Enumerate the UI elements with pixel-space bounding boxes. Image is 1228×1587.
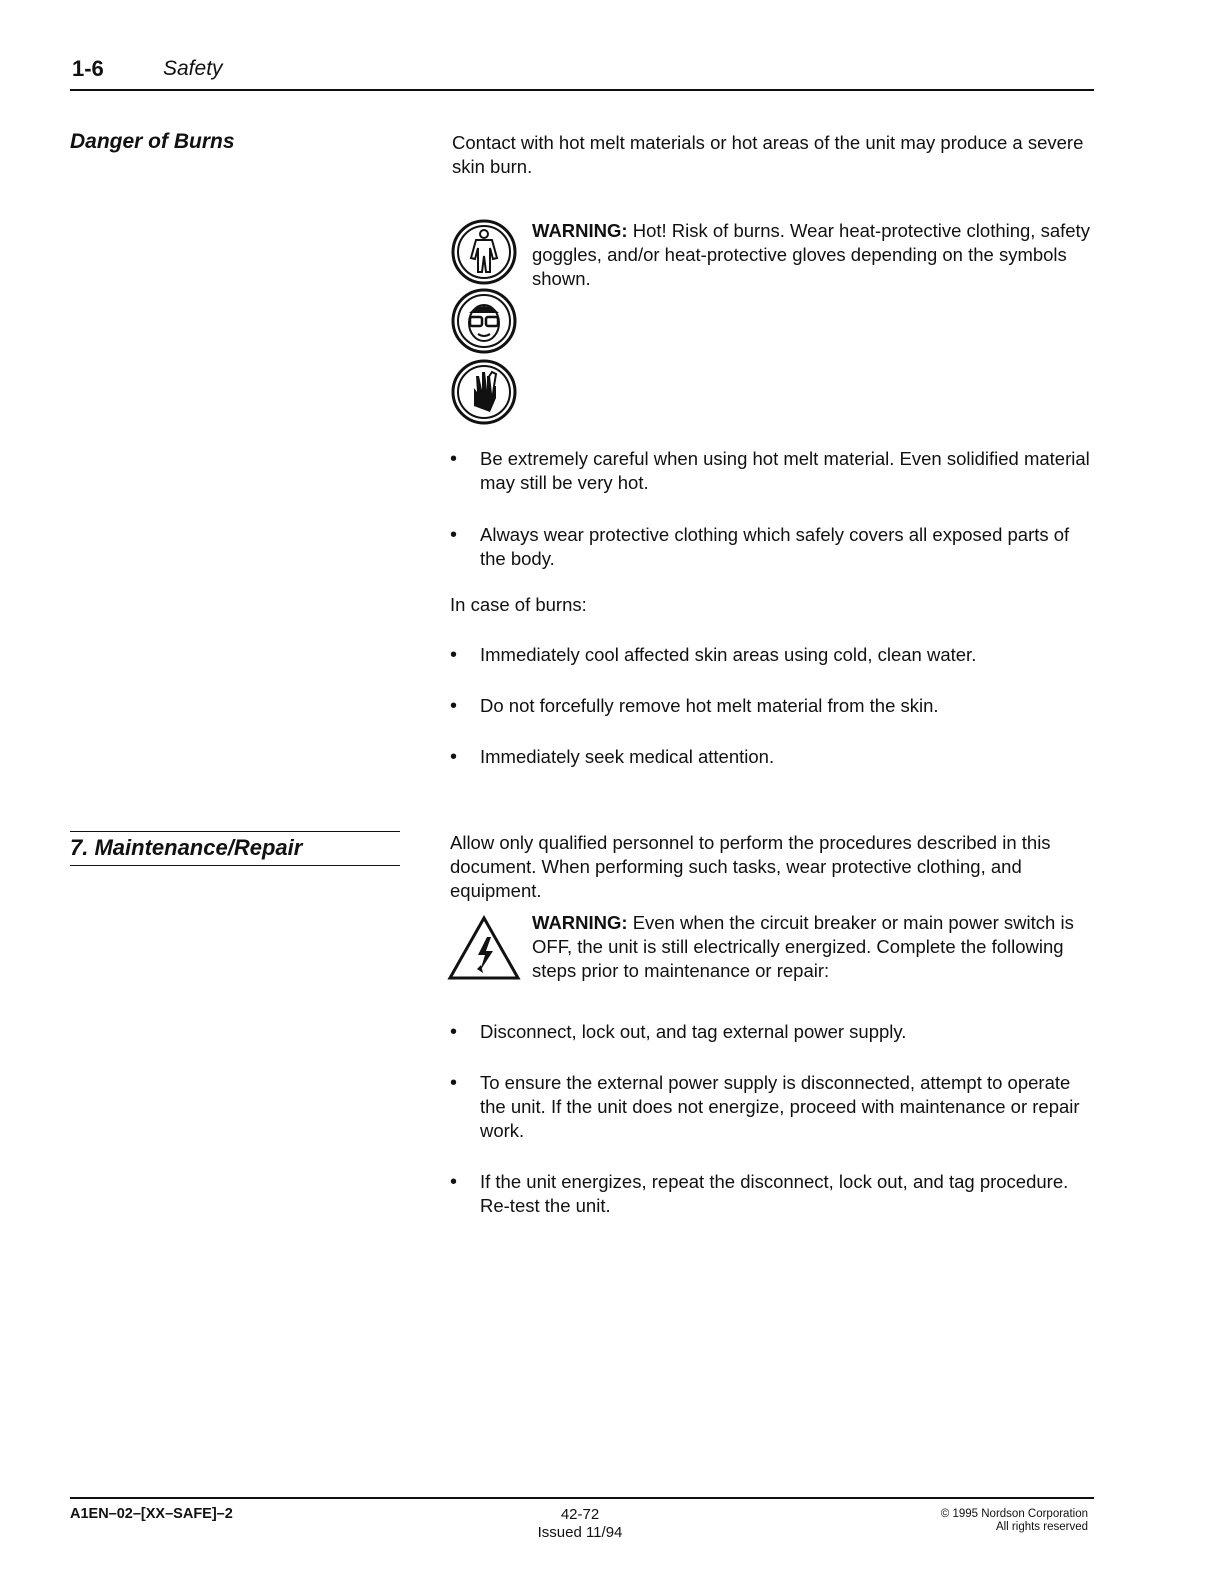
maintenance-warning (532, 911, 1094, 983)
copyright-notice (880, 1508, 1088, 1534)
in-case-of-burns-label: In case of burns: (450, 594, 587, 615)
list-item: • If the unit energizes, repeat the disconnect, lock out, and tag procedure. Re-test the unit. (450, 1170, 1095, 1218)
rights-line: All rights reserved (995, 1521, 1088, 1533)
page-number: 1-6 (72, 56, 104, 81)
burns-warning-text: Hot! Risk of burns. Wear heat-protective clothing, safety goggles, and/or heat-protective gloves depending on the symbols shown. (532, 220, 1090, 289)
warning-label: WARNING: (532, 220, 628, 241)
list-item: • Always wear protective clothing which safely covers all exposed parts of the body. (450, 523, 1095, 571)
safety-goggles-icon (450, 287, 518, 355)
protective-clothing-icon (450, 218, 518, 286)
section-title: Safety (163, 57, 223, 80)
footer-rule (70, 1497, 1094, 1499)
list-item: • Immediately seek medical attention. (450, 745, 774, 769)
danger-of-burns-heading: Danger of Burns (70, 130, 235, 153)
high-voltage-icon (447, 915, 521, 981)
maintenance-warning-text: Even when the circuit breaker or main power switch is OFF, the unit is still electrically energized. Complete the following steps prior to maintenance or repair: (532, 912, 1074, 981)
list-item: • Immediately cool affected skin areas using cold, clean water. (450, 643, 976, 667)
maintenance-intro: Allow only qualified personnel to perform the procedures described in this document. When performing such tasks, wear protective clothing, and equipment. (450, 832, 1051, 901)
list-item: • To ensure the external power supply is disconnected, attempt to operate the unit. If the unit does not energize, proceed with maintenance or repair work. (450, 1071, 1095, 1143)
part-number: 42-72 (560, 1506, 600, 1523)
list-item: • Do not forcefully remove hot melt material from the skin. (450, 694, 939, 718)
header-rule (70, 89, 1094, 91)
document-code: A1EN–02–[XX–SAFE]–2 (70, 1506, 233, 1522)
burns-warning (532, 219, 1094, 291)
part-info (500, 1506, 660, 1542)
protective-gloves-icon (450, 358, 518, 426)
list-item: • Be extremely careful when using hot melt material. Even solidified material may still be very hot. (450, 447, 1095, 495)
maintenance-repair-heading: 7. Maintenance/Repair (70, 831, 400, 866)
issue-date: Issued 11/94 (537, 1524, 623, 1541)
warning-label: WARNING: (532, 912, 628, 933)
copyright-line: © 1995 Nordson Corporation (940, 1508, 1088, 1520)
burns-intro: Contact with hot melt materials or hot areas of the unit may produce a severe skin burn. (452, 132, 1084, 177)
list-item: • Disconnect, lock out, and tag external power supply. (450, 1020, 906, 1044)
